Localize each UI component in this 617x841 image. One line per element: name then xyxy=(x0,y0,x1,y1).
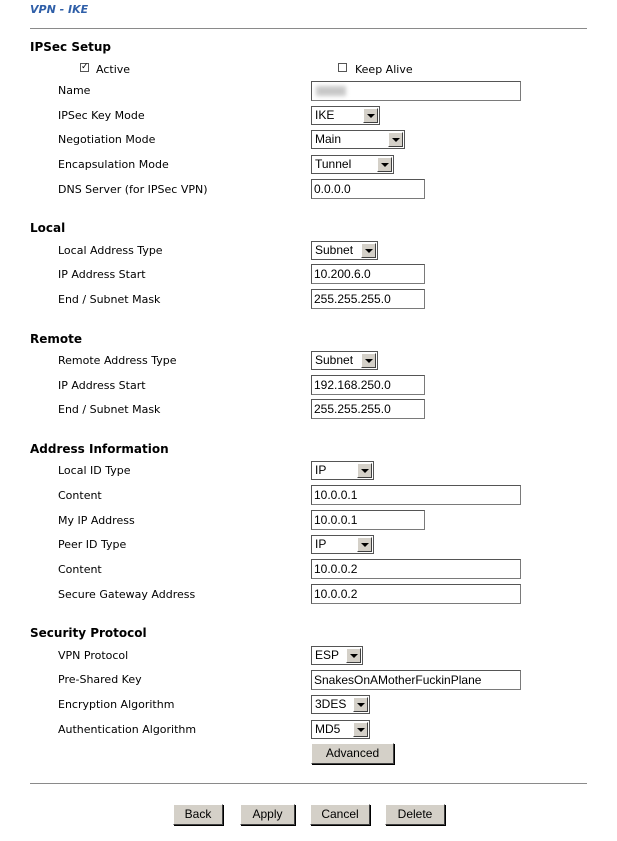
peer-id-type-label: Peer ID Type xyxy=(58,538,127,551)
negotiation-mode-select[interactable] xyxy=(311,130,405,149)
remote-address-type-value: Subnet xyxy=(315,353,354,367)
local-address-type-select[interactable] xyxy=(311,241,378,260)
name-label: Name xyxy=(58,84,91,97)
advanced-button[interactable]: Advanced xyxy=(311,743,394,764)
encryption-algorithm-select[interactable] xyxy=(311,695,370,714)
ipsec-key-mode-select[interactable] xyxy=(311,106,380,125)
secure-gateway-input[interactable]: 10.0.0.2 xyxy=(311,584,521,604)
name-input[interactable] xyxy=(311,81,521,101)
back-button[interactable]: Back xyxy=(173,804,223,825)
section-title-security-protocol: Security Protocol xyxy=(30,626,147,640)
chevron-down-icon xyxy=(346,648,361,663)
encryption-algorithm-value: 3DES xyxy=(315,697,347,711)
encapsulation-mode-select[interactable] xyxy=(311,155,394,174)
chevron-down-icon xyxy=(353,722,368,737)
ipsec-key-mode-value: IKE xyxy=(315,108,335,122)
remote-end-mask-input[interactable]: 255.255.255.0 xyxy=(311,399,425,419)
pre-shared-key-input[interactable]: SnakesOnAMotherFuckinPlane xyxy=(311,670,521,690)
local-address-type-label: Local Address Type xyxy=(58,244,163,257)
keep-alive-label: Keep Alive xyxy=(355,63,413,76)
secure-gateway-label: Secure Gateway Address xyxy=(58,588,196,601)
local-id-type-select[interactable] xyxy=(311,461,374,480)
peer-content-label: Content xyxy=(58,563,102,576)
encapsulation-mode-label: Encapsulation Mode xyxy=(58,158,169,171)
authentication-algorithm-label: Authentication Algorithm xyxy=(58,723,197,736)
negotiation-mode-value: Main xyxy=(315,132,342,146)
local-ip-start-label: IP Address Start xyxy=(58,268,146,281)
active-checkbox[interactable]: ✓ xyxy=(81,62,89,72)
chevron-down-icon xyxy=(361,353,376,368)
ipsec-key-mode-label: IPSec Key Mode xyxy=(58,109,145,122)
cancel-button[interactable]: Cancel xyxy=(310,804,370,825)
redacted-name xyxy=(316,86,346,96)
chevron-down-icon xyxy=(353,697,368,712)
chevron-down-icon xyxy=(377,157,392,172)
local-end-mask-label: End / Subnet Mask xyxy=(58,293,161,306)
chevron-down-icon xyxy=(361,243,376,258)
local-address-type-value: Subnet xyxy=(315,243,354,257)
remote-end-mask-label: End / Subnet Mask xyxy=(58,403,161,416)
remote-address-type-label: Remote Address Type xyxy=(58,354,177,367)
chevron-down-icon xyxy=(357,537,372,552)
encapsulation-mode-value: Tunnel xyxy=(315,157,352,171)
chevron-down-icon xyxy=(363,108,378,123)
section-title-remote: Remote xyxy=(30,332,83,346)
encryption-algorithm-label: Encryption Algorithm xyxy=(58,698,175,711)
peer-id-type-value: IP xyxy=(315,537,327,551)
apply-button[interactable]: Apply xyxy=(240,804,295,825)
page-title: VPN - IKE xyxy=(30,3,89,16)
authentication-algorithm-value: MD5 xyxy=(315,722,341,736)
peer-content-input[interactable]: 10.0.0.2 xyxy=(311,559,521,579)
section-title-address-information: Address Information xyxy=(30,442,169,456)
vpn-protocol-select[interactable] xyxy=(311,646,363,665)
my-ip-address-label: My IP Address xyxy=(58,514,135,527)
section-title-ipsec-setup: IPSec Setup xyxy=(30,40,111,54)
vpn-protocol-label: VPN Protocol xyxy=(58,649,129,662)
chevron-down-icon xyxy=(388,132,403,147)
section-title-local: Local xyxy=(30,221,66,235)
title-divider xyxy=(30,28,587,29)
chevron-down-icon xyxy=(357,463,372,478)
negotiation-mode-label: Negotiation Mode xyxy=(58,133,156,146)
footer-divider xyxy=(30,783,587,784)
dns-server-label: DNS Server (for IPSec VPN) xyxy=(58,183,208,196)
pre-shared-key-label: Pre-Shared Key xyxy=(58,673,142,686)
vpn-protocol-value: ESP xyxy=(315,648,340,662)
local-ip-start-input[interactable]: 10.200.6.0 xyxy=(311,264,425,284)
remote-ip-start-input[interactable]: 192.168.250.0 xyxy=(311,375,425,395)
keep-alive-checkbox[interactable] xyxy=(338,63,347,72)
local-id-type-label: Local ID Type xyxy=(58,464,131,477)
active-label: Active xyxy=(96,63,131,76)
dns-server-input[interactable]: 0.0.0.0 xyxy=(311,179,425,199)
remote-ip-start-label: IP Address Start xyxy=(58,379,146,392)
local-content-input[interactable]: 10.0.0.1 xyxy=(311,485,521,505)
local-content-label: Content xyxy=(58,489,102,502)
local-end-mask-input[interactable]: 255.255.255.0 xyxy=(311,289,425,309)
remote-address-type-select[interactable] xyxy=(311,351,378,370)
delete-button[interactable]: Delete xyxy=(385,804,445,825)
peer-id-type-select[interactable] xyxy=(311,535,374,554)
authentication-algorithm-select[interactable] xyxy=(311,720,370,739)
my-ip-address-input[interactable]: 10.0.0.1 xyxy=(311,510,425,530)
local-id-type-value: IP xyxy=(315,463,327,477)
